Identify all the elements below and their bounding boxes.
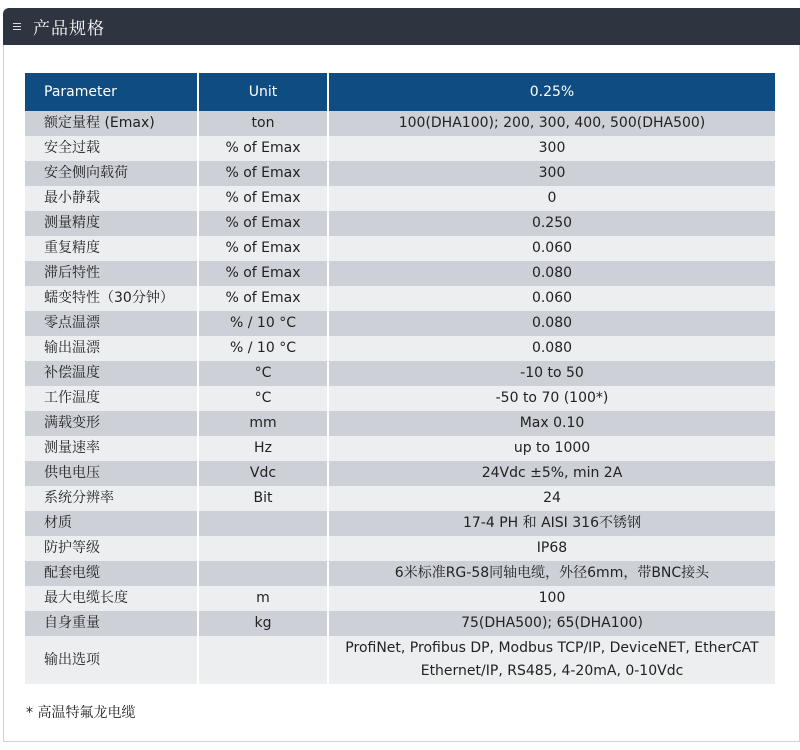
output-options-line: Ethernet/IP, RS485, 4-20mA, 0-10Vdc [420,663,684,679]
row-unit: °C [198,386,328,411]
table-row [25,536,775,561]
row-value: 0.250 [328,211,775,236]
table-row [25,561,775,586]
row-unit: % of Emax [198,261,328,286]
row-parameter: 测量速率 [25,436,198,461]
header-value: 0.25% [328,73,775,111]
row-value: 17-4 PH 和 AISI 316不锈钢 [328,511,775,536]
table-row [25,436,775,461]
table-row [25,136,775,161]
row-unit: % of Emax [198,161,328,186]
row-value: IP68 [328,536,775,561]
row-value: 24 [328,486,775,511]
row-unit: % of Emax [198,211,328,236]
row-value: 24Vdc ±5%, min 2A [328,461,775,486]
row-parameter: 测量精度 [25,211,198,236]
list-icon [13,22,23,32]
row-unit: % / 10 °C [198,336,328,361]
row-parameter: 补偿温度 [25,361,198,386]
row-unit [198,561,328,586]
row-parameter: 零点温漂 [25,311,198,336]
row-value: 0.060 [328,286,775,311]
row-parameter: 自身重量 [25,611,198,636]
row-value: 6米标准RG-58同轴电缆，外径6mm，带BNC接头 [328,561,775,586]
row-unit: ton [198,111,328,136]
row-value: 300 [328,161,775,186]
row-value: 100(DHA100); 200, 300, 400, 500(DHA500) [328,111,775,136]
row-parameter: 安全过载 [25,136,198,161]
row-parameter: 供电电压 [25,461,198,486]
table-row [25,461,775,486]
table-row [25,311,775,336]
row-unit: Vdc [198,461,328,486]
row-parameter: 工作温度 [25,386,198,411]
row-parameter: 最小静载 [25,186,198,211]
table-row [25,336,775,361]
table-row [25,511,775,536]
table-row [25,286,775,311]
row-parameter: 输出选项 [25,636,198,684]
row-value: 0.080 [328,311,775,336]
header-parameter: Parameter [25,73,198,111]
row-value: -50 to 70 (100*) [328,386,775,411]
table-row [25,261,775,286]
row-parameter: 配套电缆 [25,561,198,586]
table-row [25,386,775,411]
table-row [25,611,775,636]
row-parameter: 满载变形 [25,411,198,436]
row-value: up to 1000 [328,436,775,461]
row-parameter: 蠕变特性（30分钟） [25,286,198,311]
row-parameter: 防护等级 [25,536,198,561]
table-row [25,361,775,386]
row-unit: % / 10 °C [198,311,328,336]
row-value: 0.080 [328,261,775,286]
row-unit: °C [198,361,328,386]
row-value: 0 [328,186,775,211]
table-row [25,211,775,236]
row-parameter: 材质 [25,511,198,536]
row-unit: kg [198,611,328,636]
row-unit: mm [198,411,328,436]
row-value: -10 to 50 [328,361,775,386]
section-header [3,8,800,45]
table-row [25,186,775,211]
row-value: 0.060 [328,236,775,261]
row-unit: % of Emax [198,136,328,161]
table-row [25,161,775,186]
row-parameter: 系统分辨率 [25,486,198,511]
row-unit: % of Emax [198,186,328,211]
table-row [25,411,775,436]
footnote: * 高温特氟龙电缆 [26,705,136,721]
row-parameter: 最大电缆长度 [25,586,198,611]
row-value: Max 0.10 [328,411,775,436]
spec-table-body [25,111,775,684]
spec-table [25,73,775,684]
row-unit [198,636,328,684]
header-unit: Unit [198,73,328,111]
row-unit: Bit [198,486,328,511]
row-value: 300 [328,136,775,161]
output-options-line: ProfiNet, Profibus DP, Modbus TCP/IP, DeviceNET, EtherCAT [345,640,759,656]
table-row [25,586,775,611]
row-value: 0.080 [328,336,775,361]
row-unit: % of Emax [198,236,328,261]
row-unit [198,536,328,561]
row-unit: m [198,586,328,611]
table-row [25,486,775,511]
row-unit: Hz [198,436,328,461]
row-unit [198,511,328,536]
table-row [25,636,775,684]
row-value: 75(DHA500); 65(DHA100) [328,611,775,636]
table-row [25,111,775,136]
section-title: 产品规格 [33,19,105,39]
table-header-row [25,73,775,111]
table-row [25,236,775,261]
row-parameter: 滞后特性 [25,261,198,286]
row-unit: % of Emax [198,286,328,311]
row-parameter: 重复精度 [25,236,198,261]
row-parameter: 安全侧向载荷 [25,161,198,186]
row-parameter: 输出温漂 [25,336,198,361]
row-value: 100 [328,586,775,611]
row-value [328,636,775,684]
row-parameter: 额定量程 (Emax) [25,111,198,136]
